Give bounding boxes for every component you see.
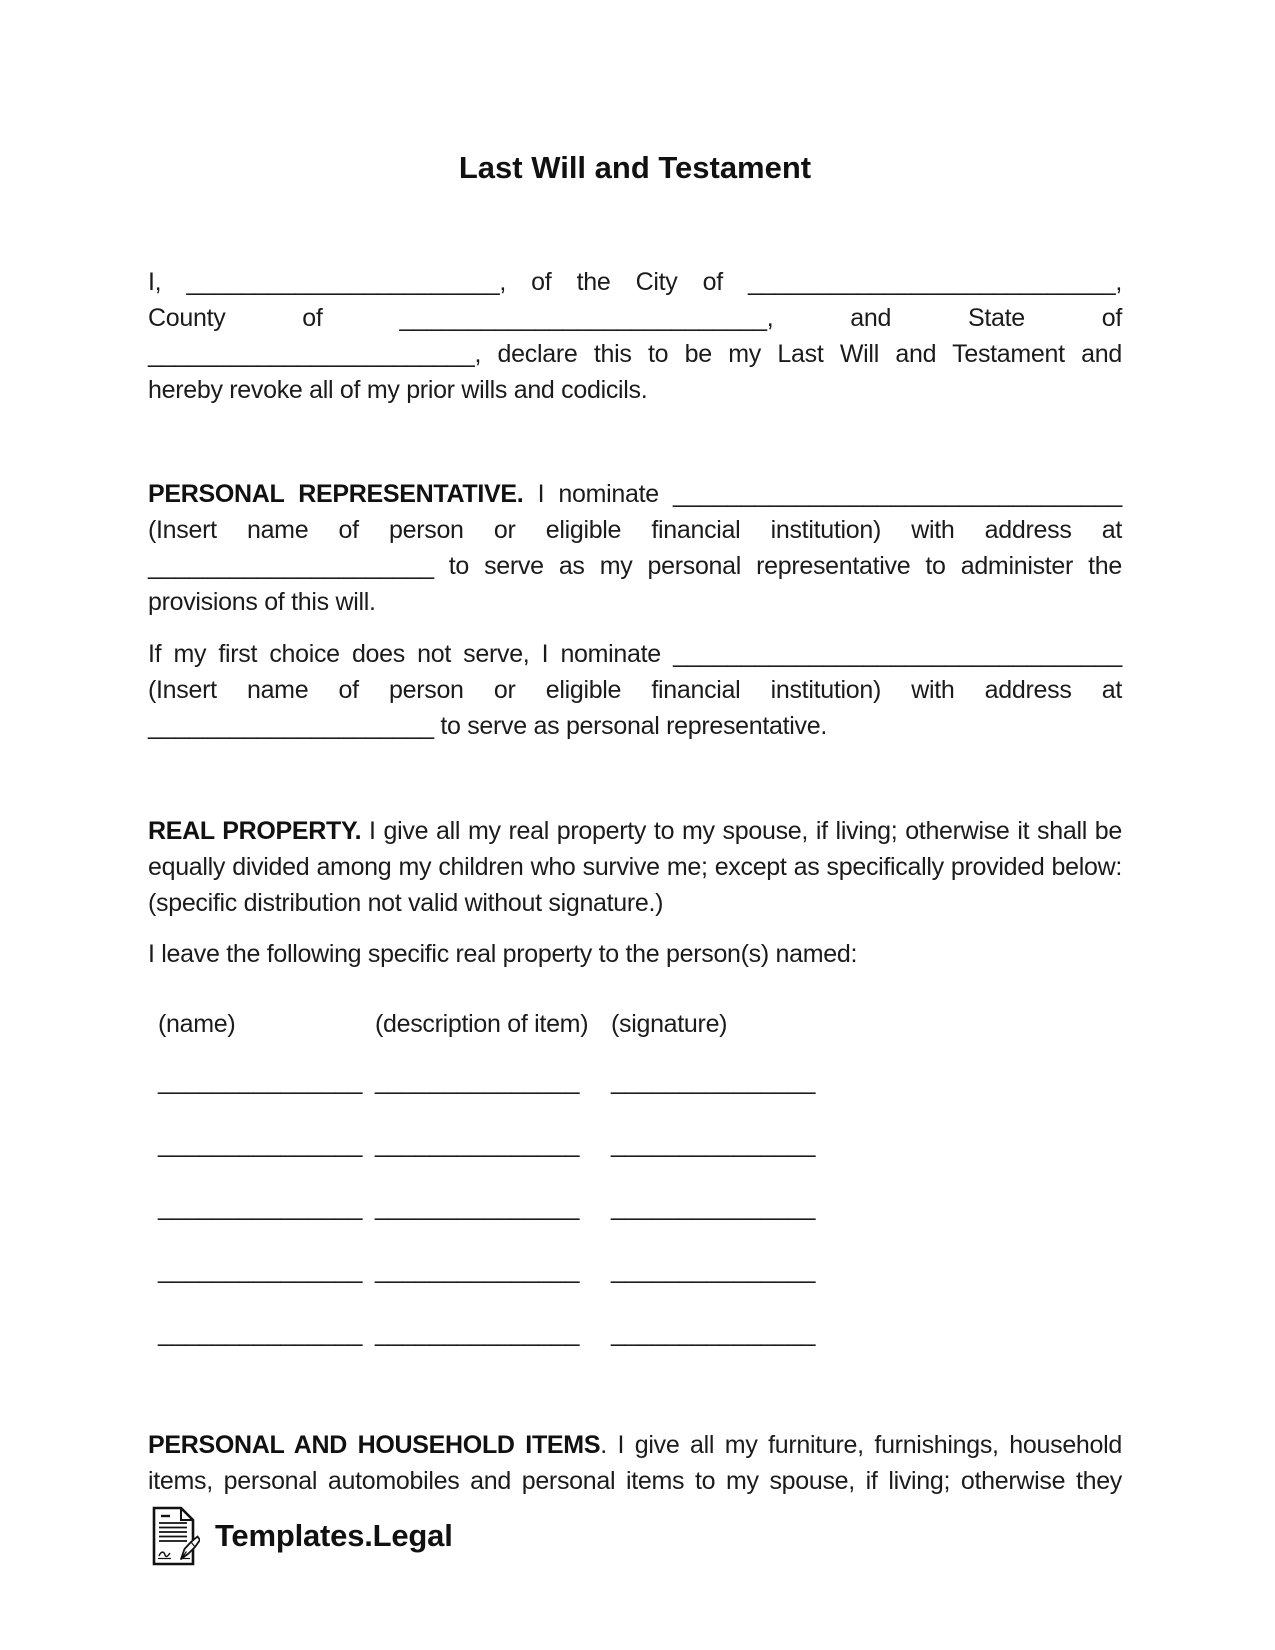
intro-line-4: hereby revoke all of my prior wills and codicils. — [148, 376, 648, 404]
description-blank-field: _______________ — [375, 1256, 580, 1284]
household-items-paragraph — [148, 1427, 1122, 1499]
column-header-description: (description of item) — [375, 1010, 589, 1038]
signature-blank-field: _______________ — [611, 1130, 816, 1158]
description-blank-field: _______________ — [375, 1319, 580, 1347]
property-table-row — [148, 1189, 1122, 1225]
signature-blank-field: _______________ — [611, 1256, 816, 1284]
templates-legal-logo — [150, 1506, 453, 1566]
description-blank-field: _______________ — [375, 1067, 580, 1095]
intro-line-1: I, _______________________, of the City of ___________________________, — [148, 268, 1122, 296]
signature-blank-field: _______________ — [611, 1067, 816, 1095]
personal-representative-line-1 — [148, 476, 1122, 512]
description-blank-field: _______________ — [375, 1130, 580, 1158]
real-property-heading: REAL PROPERTY. — [148, 817, 362, 845]
personal-representative-line-2: (Insert name of person or eligible financial institution) with address at — [148, 516, 1122, 544]
real-property-line-1 — [148, 813, 1122, 849]
intro-line-2: County of ___________________________, and State of — [148, 304, 1122, 332]
household-items-text: . I give all my furniture, furnishings, household — [600, 1431, 1122, 1459]
name-blank-field: _______________ — [158, 1130, 363, 1158]
description-blank-field: _______________ — [375, 1193, 580, 1221]
personal-representative-line-3: _____________________ to serve as my personal representative to administer the — [148, 552, 1122, 580]
column-header-signature: (signature) — [611, 1010, 728, 1038]
alternate-representative-line-2: (Insert name of person or eligible financial institution) with address at — [148, 676, 1122, 704]
signature-blank-field: _______________ — [611, 1319, 816, 1347]
signature-blank-field: _______________ — [611, 1193, 816, 1221]
property-table-row — [148, 1252, 1122, 1288]
real-property-text: I give all my real property to my spouse, if living; otherwise it shall be — [361, 817, 1122, 845]
name-blank-field: _______________ — [158, 1193, 363, 1221]
personal-representative-line-4: provisions of this will. — [148, 588, 376, 616]
brand-name: Templates.Legal — [215, 1518, 453, 1553]
personal-representative-heading: PERSONAL REPRESENTATIVE. — [148, 480, 524, 508]
name-blank-field: _______________ — [158, 1067, 363, 1095]
household-items-heading: PERSONAL AND HOUSEHOLD ITEMS — [148, 1431, 601, 1459]
column-header-name: (name) — [158, 1010, 236, 1038]
real-property-line-3: (specific distribution not valid without signature.) — [148, 889, 664, 917]
personal-representative-nominate-text: I nominate _________________________________ — [523, 480, 1122, 508]
page-title: Last Will and Testament — [458, 150, 812, 185]
real-property-line-2: equally divided among my children who survive me; except as specifically provided below: — [148, 853, 1122, 881]
specific-property-intro — [148, 936, 1122, 972]
name-blank-field: _______________ — [158, 1319, 363, 1347]
property-table-row — [148, 1315, 1122, 1351]
specific-property-intro-line: I leave the following specific real property to the person(s) named: — [148, 940, 858, 968]
alternate-representative-line-3: _____________________ to serve as personal representative. — [148, 712, 827, 740]
alternate-representative-paragraph — [148, 636, 1122, 744]
property-table-row — [148, 1063, 1122, 1099]
intro-paragraph — [148, 264, 1122, 408]
property-table-header — [148, 1006, 1122, 1042]
name-blank-field: _______________ — [158, 1256, 363, 1284]
intro-line-3: ________________________, declare this to be my Last Will and Testament and — [148, 340, 1122, 368]
alternate-representative-line-1: If my first choice does not serve, I nominate _________________________________ — [148, 640, 1122, 668]
real-property-paragraph — [148, 813, 1122, 921]
household-items-line-2: items, personal automobiles and personal items to my spouse, if living; otherwise they — [148, 1467, 1122, 1495]
personal-representative-paragraph — [148, 476, 1122, 620]
property-table-row — [148, 1126, 1122, 1162]
household-items-line-1 — [148, 1427, 1122, 1463]
document-pen-icon — [150, 1506, 200, 1566]
